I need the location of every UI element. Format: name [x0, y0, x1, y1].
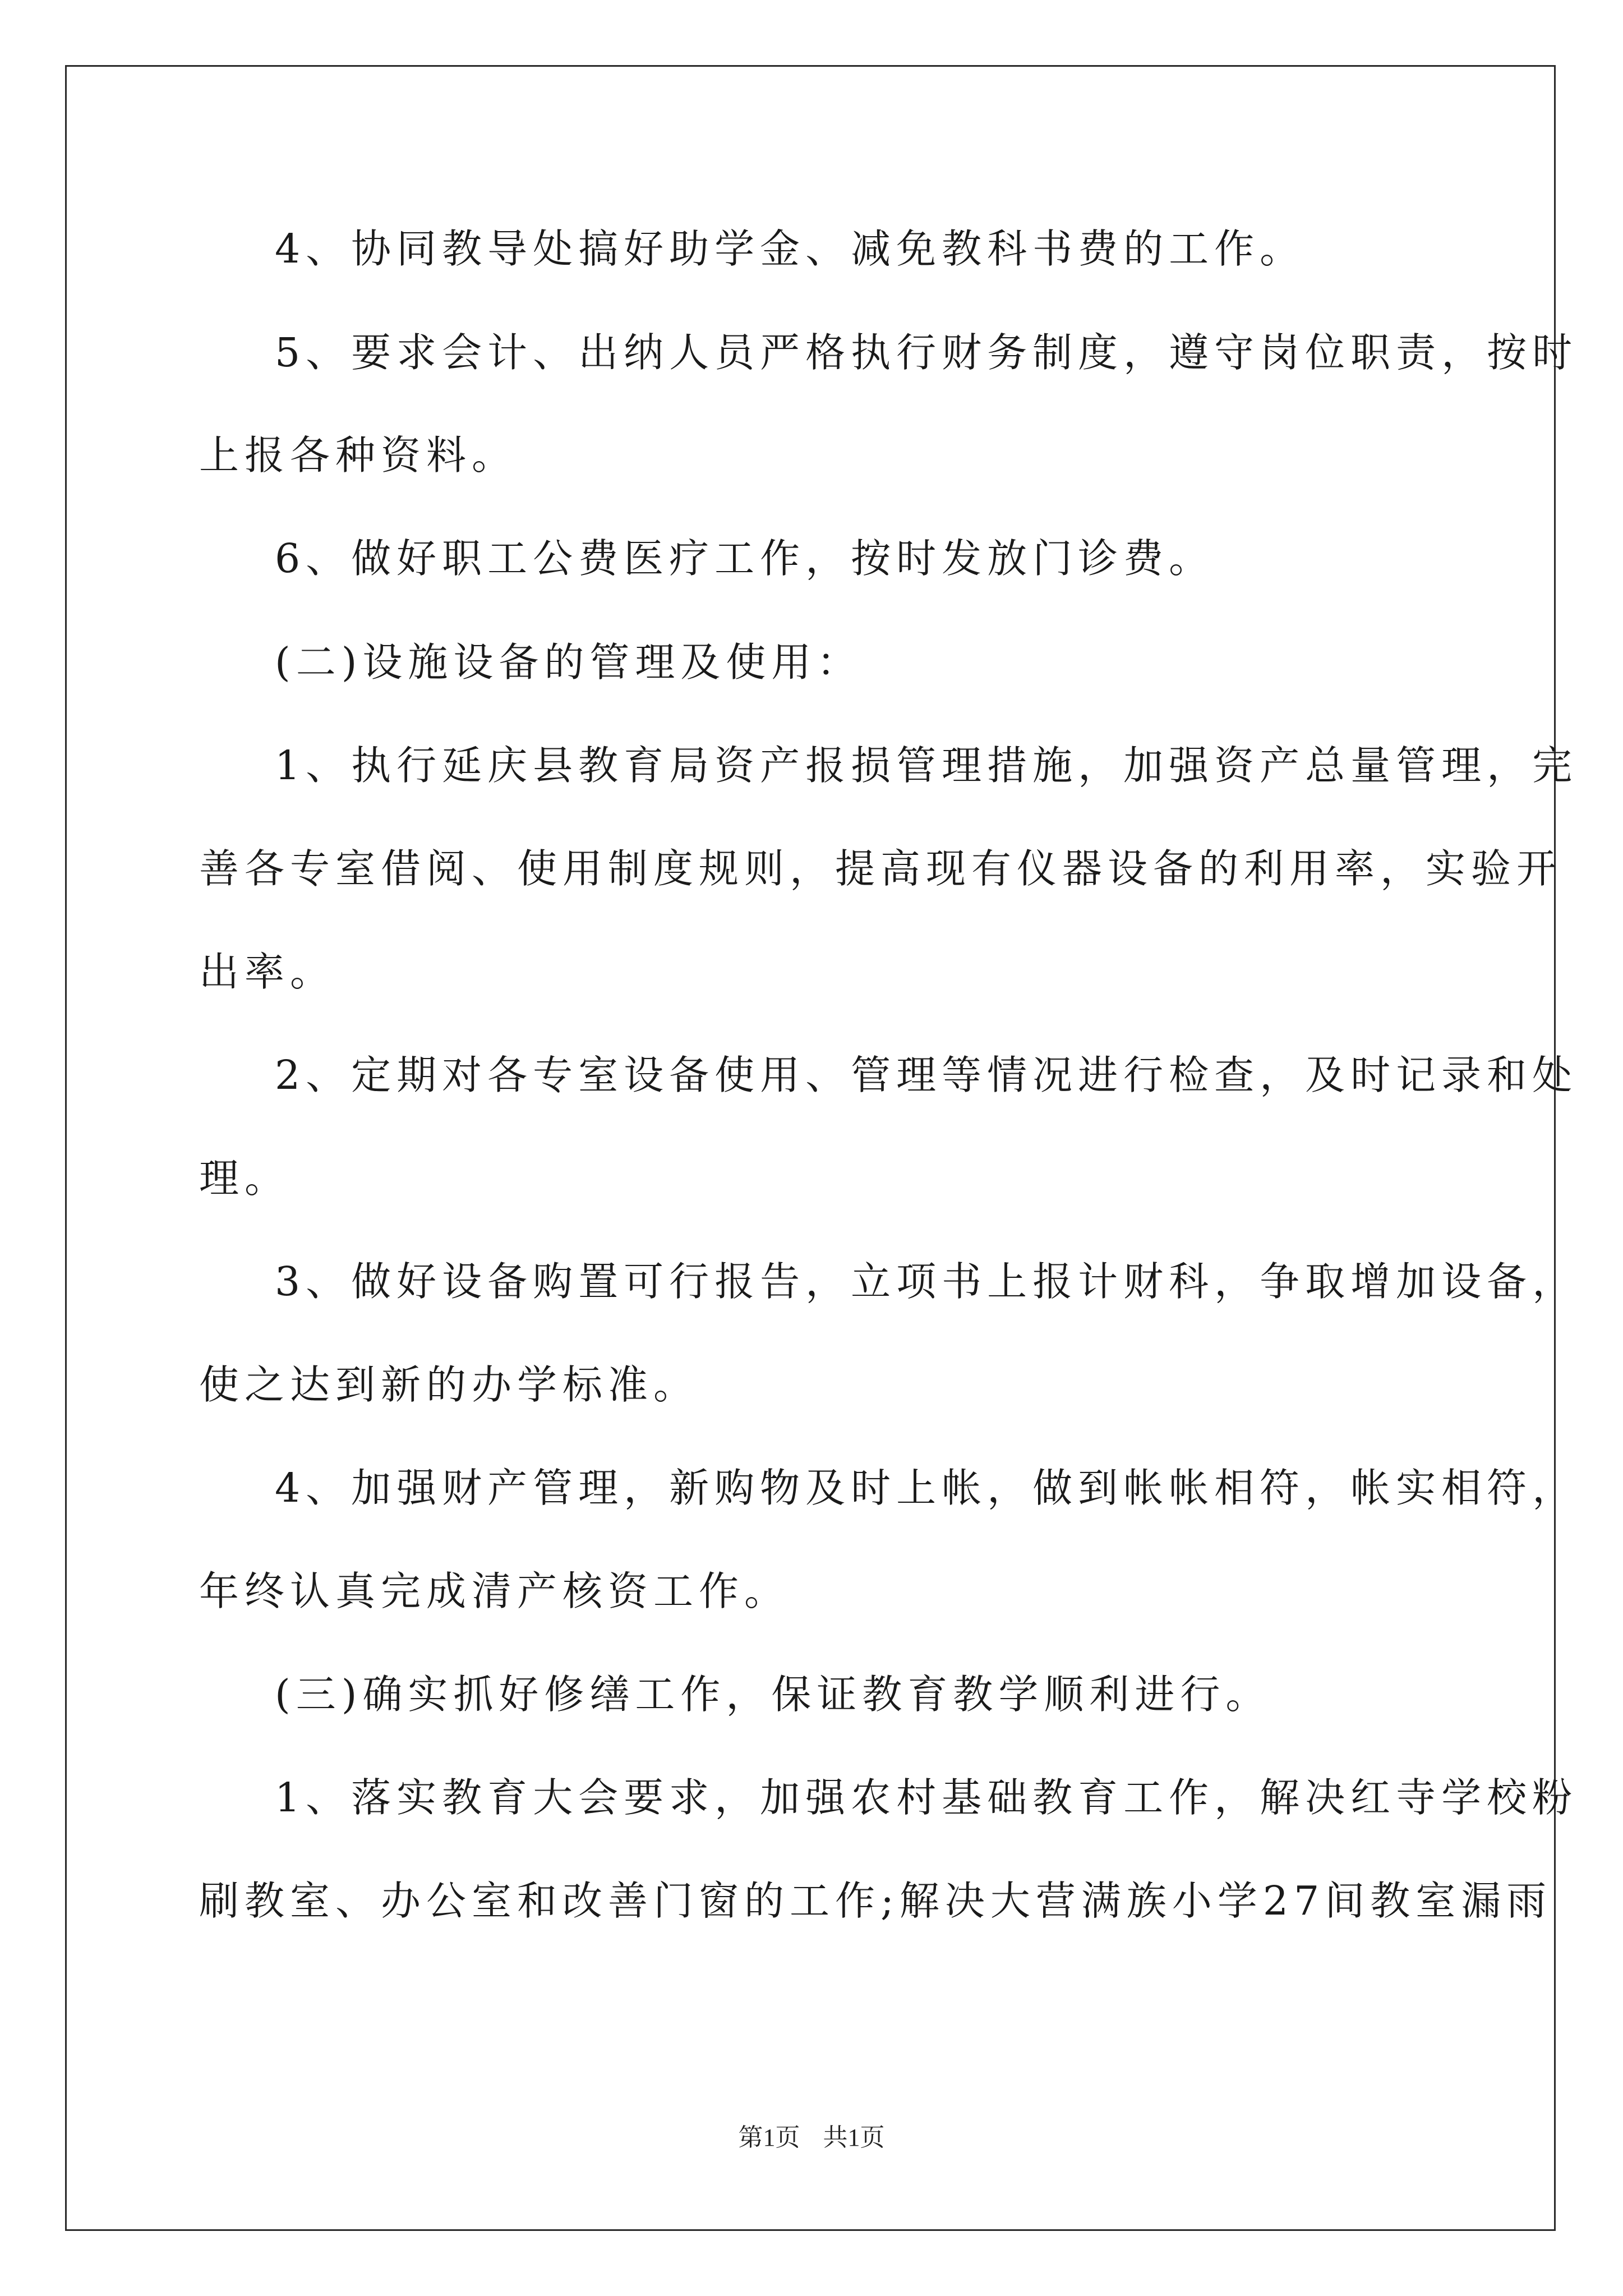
paragraph-line: 善各专室借阅、使用制度规则，提高现有仪器设备的利用率，实验开 [199, 845, 1562, 892]
section-heading: (三)确实抓好修缮工作，保证教育教学顺利进行。 [275, 1671, 1271, 1718]
paragraph-line: 1、执行延庆县教育局资产报损管理措施，加强资产总量管理，完 [275, 742, 1578, 789]
paragraph-line: 5、要求会计、出纳人员严格执行财务制度，遵守岗位职责，按时 [275, 329, 1578, 376]
paragraph-line: 4、协同教导处搞好助学金、减免教科书费的工作。 [275, 226, 1306, 272]
paragraph-line: 理。 [199, 1155, 291, 1202]
paragraph-line: 2、定期对各专室设备使用、管理等情况进行检查，及时记录和处 [275, 1052, 1578, 1098]
paragraph-line: 3、做好设备购置可行报告，立项书上报计财科，争取增加设备， [275, 1258, 1578, 1305]
paragraph-line: 1、落实教育大会要求，加强农村基础教育工作，解决红寺学校粉 [275, 1774, 1578, 1821]
paragraph-line: 刷教室、办公室和改善门窗的工作;解决大营满族小学27间教室漏雨 [199, 1878, 1552, 1924]
paragraph-line: 4、加强财产管理，新购物及时上帐，做到帐帐相符，帐实相符， [275, 1465, 1578, 1511]
section-heading: (二)设施设备的管理及使用： [275, 639, 863, 685]
paragraph-line: 出率。 [199, 949, 336, 995]
paragraph-line: 使之达到新的办学标准。 [199, 1361, 699, 1408]
paragraph-line: 年终认真完成清产核资工作。 [199, 1568, 790, 1614]
page-footer: 第1页 共1页 [738, 2124, 885, 2151]
paragraph-line: 上报各种资料。 [199, 432, 518, 478]
paragraph-line: 6、做好职工公费医疗工作，按时发放门诊费。 [275, 535, 1215, 582]
